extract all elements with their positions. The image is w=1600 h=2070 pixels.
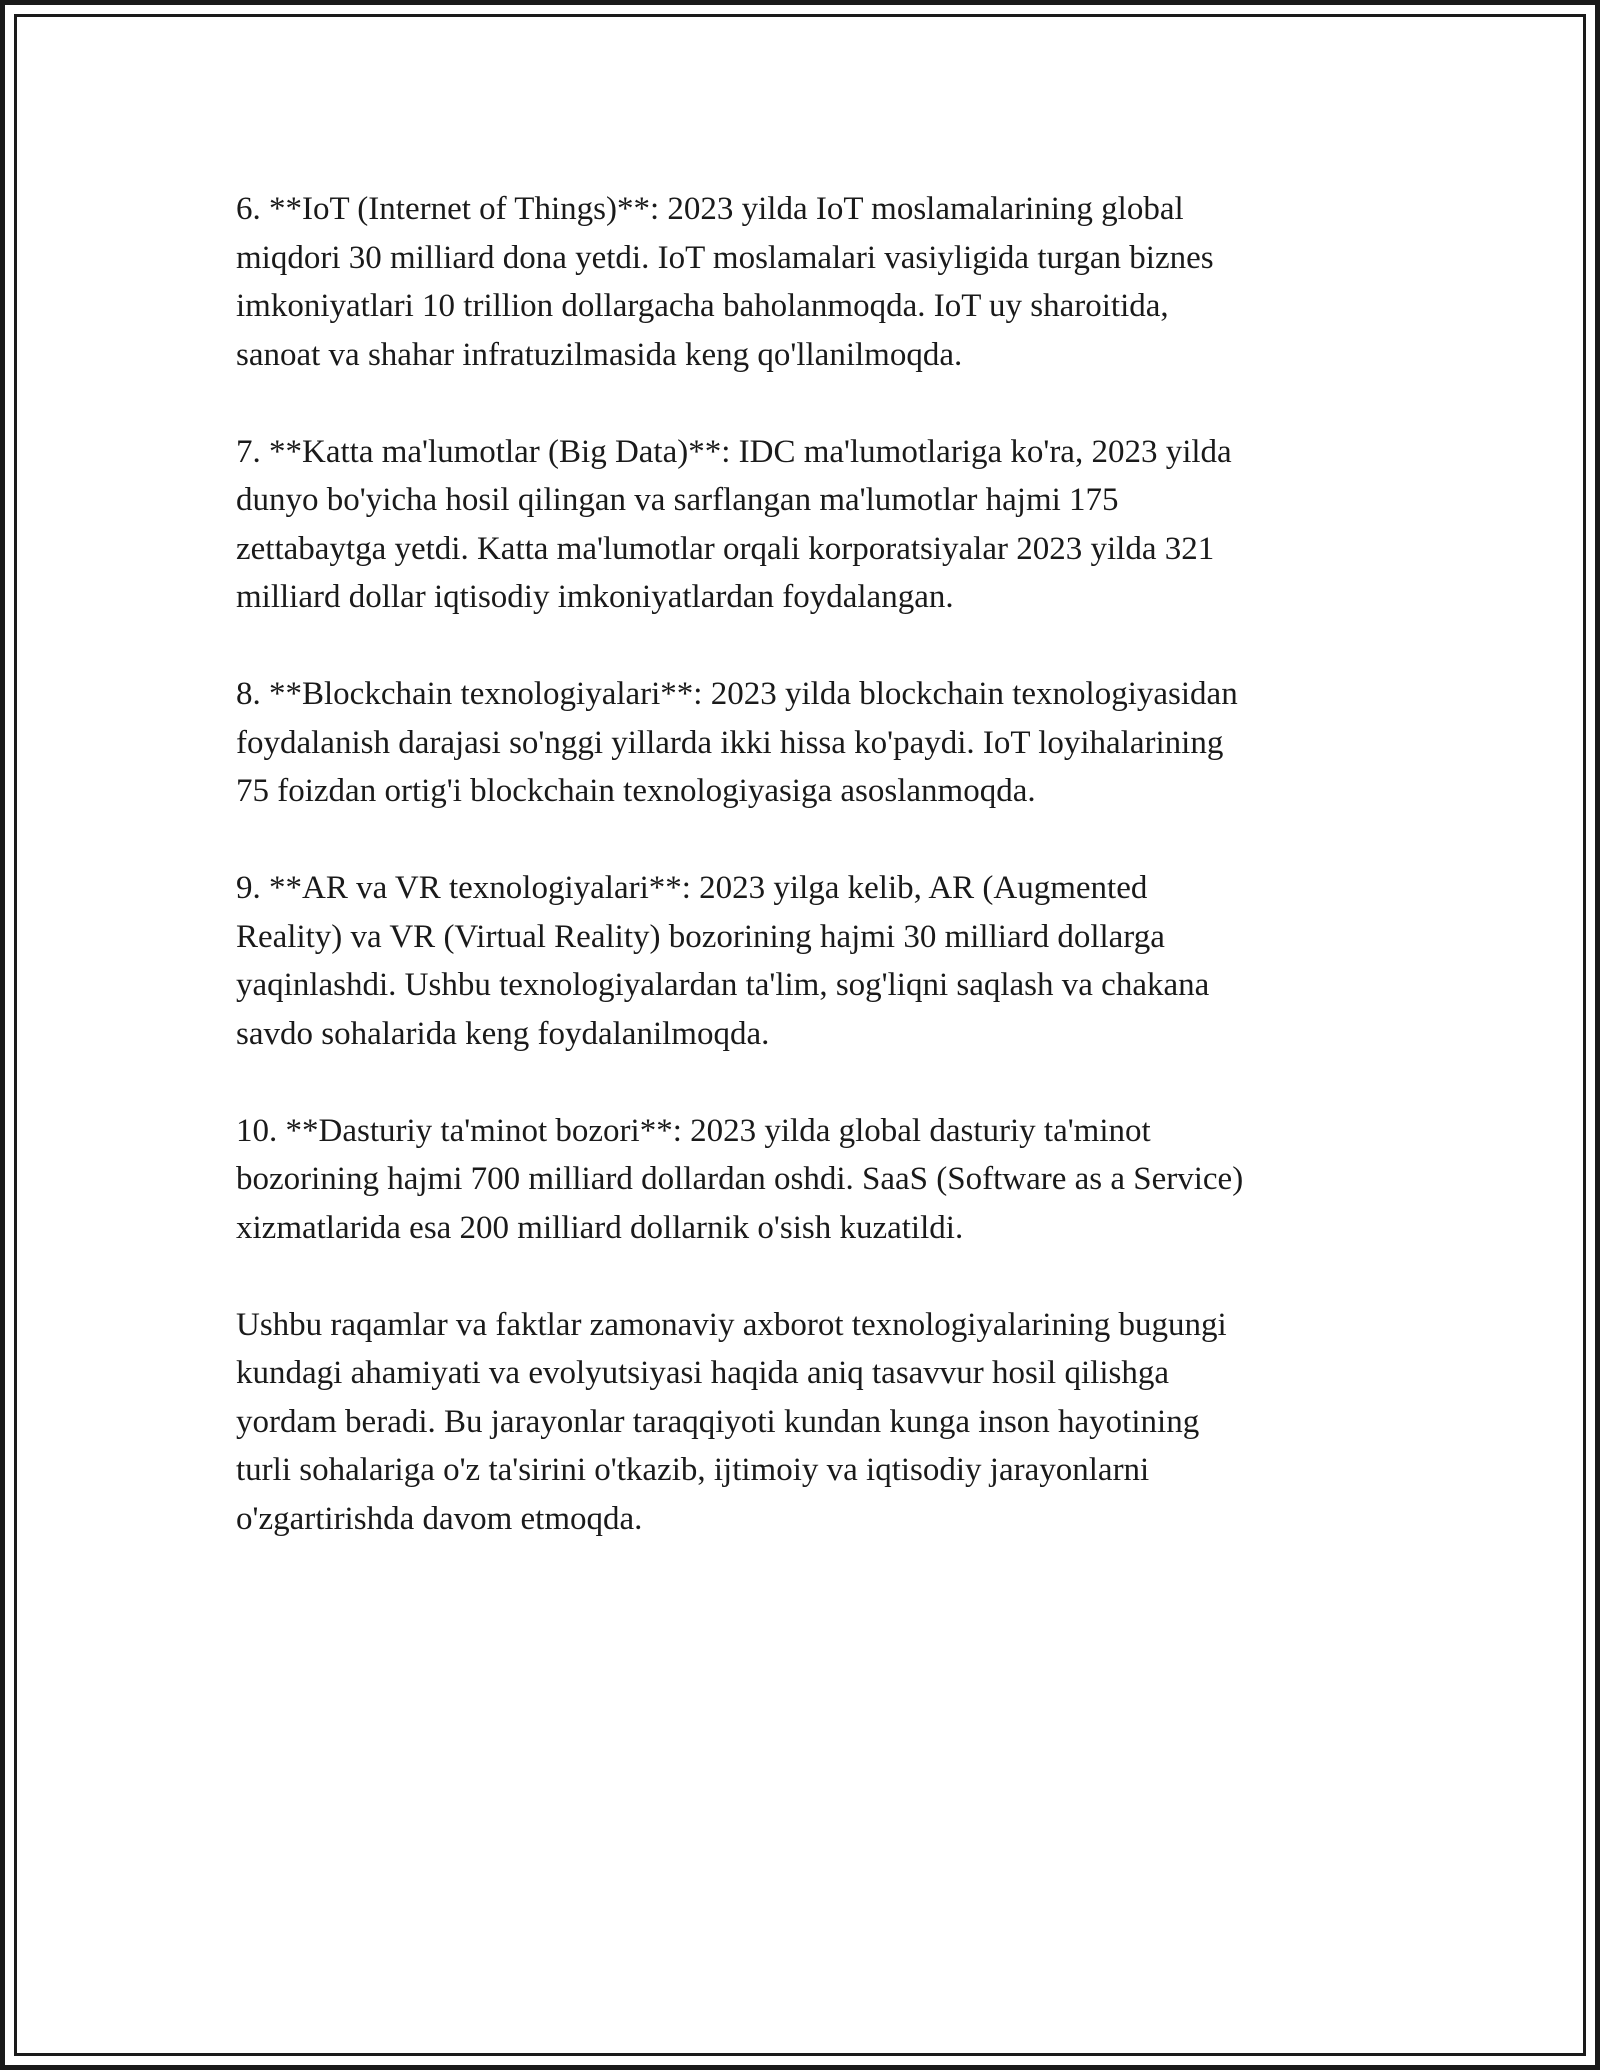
paragraph-software-market: 10. **Dasturiy ta'minot bozori**: 2023 yilda global dasturiy ta'minot bozorining hajmi 700 milliard dollardan oshdi. SaaS (Software as a Service) xizmatlarida esa 200 milliard dollarnik o'sish kuzatildi. <box>236 1112 1244 1246</box>
document-body <box>236 185 1396 1592</box>
paragraph-blockchain: 8. **Blockchain texnologiyalari**: 2023 yilda blockchain texnologiyasidan foydalanish darajasi so'nggi yillarda ikki hissa ko'paydi. IoT loyihalarining 75 foizdan ortig'i blockchain texnologiyasiga asoslanmoqda. <box>236 676 1238 809</box>
paragraph-big-data: 7. **Katta ma'lumotlar (Big Data)**: IDC ma'lumotlariga ko'ra, 2023 yilda dunyo bo'yicha hosil qilingan va sarflangan ma'lumotlar hajmi 175 zettabaytga yetdi. Katta ma'lumotlar orqali korporatsiyalar 2023 yilda 321 milliard dollar iqtisodiy imkoniyatlardan foydalangan. <box>236 433 1232 615</box>
paragraph-iot: 6. **IoT (Internet of Things)**: 2023 yilda IoT moslamalarining global miqdori 30 milliard dona yetdi. IoT moslamalari vasiyligida turgan biznes imkoniyatlari 10 trillion dollargacha baholanmoqda. IoT uy sharoitida, sanoat va shahar infratuzilmasida keng qo'llanilmoqda. <box>236 191 1214 373</box>
paragraph-ar-vr: 9. **AR va VR texnologiyalari**: 2023 yilga kelib, AR (Augmented Reality) va VR (Virtual Reality) bozorining hajmi 30 milliard dollarga yaqinlashdi. Ushbu texnologiyalardan ta'lim, sog'liqni saqlash va chakana savdo sohalarida keng foydalanilmoqda. <box>236 870 1210 1052</box>
paragraph-conclusion: Ushbu raqamlar va faktlar zamonaviy axborot texnologiyalarining bugungi kundagi ahamiyati va evolyutsiyasi haqida aniq tasavvur hosil qilishga yordam beradi. Bu jarayonlar taraqqiyoti kundan kunga inson hayotining turli sohalariga o'z ta'sirini o'tkazib, ijtimoiy va iqtisodiy jarayonlarni o'zgartirishda davom etmoqda. <box>236 1306 1227 1537</box>
